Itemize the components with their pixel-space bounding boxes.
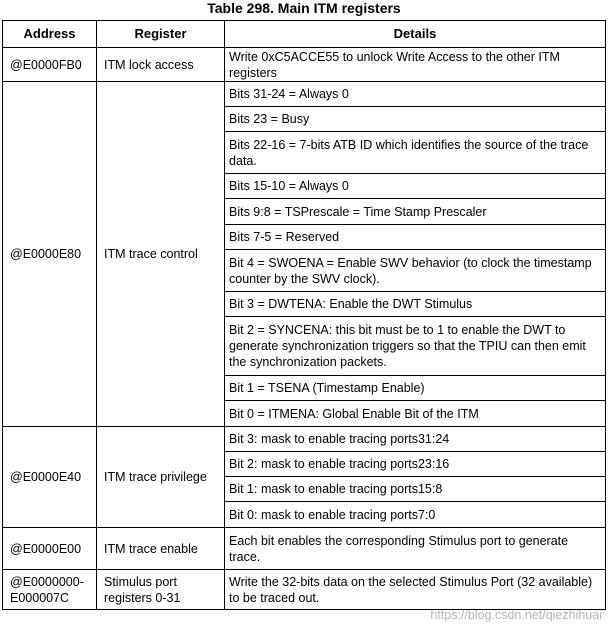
details-cell: Bit 4 = SWOENA = Enable SWV behavior (to clock the timestamp counter by the SWV clock). <box>225 250 606 292</box>
register-cell: ITM trace enable <box>97 528 225 570</box>
details-cell: Bits 15-10 = Always 0 <box>225 174 606 199</box>
details-cell: Bit 2 = SYNCENA: this bit must be to 1 to enable the DWT to generate synchronization triggers so that the TPIU can then emit the synchronization packets. <box>225 317 606 376</box>
table-row <box>3 48 606 82</box>
details-cell: Bit 0 = ITMENA: Global Enable Bit of the ITM <box>225 401 606 427</box>
details-cell: Bit 1 = TSENA (Timestamp Enable) <box>225 376 606 401</box>
table-row <box>3 427 606 452</box>
address-line: @E0000000- <box>10 574 84 589</box>
itm-registers-table <box>2 20 606 610</box>
details-cell: Bits 23 = Busy <box>225 107 606 132</box>
table-row <box>3 82 606 107</box>
address-cell: @E0000E00 <box>3 528 97 570</box>
register-cell <box>97 570 225 610</box>
register-line: registers 0-31 <box>104 590 181 605</box>
address-cell: @E0000FB0 <box>3 48 97 82</box>
address-cell <box>3 570 97 610</box>
table-row <box>3 528 606 570</box>
register-cell: ITM trace control <box>97 82 225 427</box>
watermark-text: https://blog.csdn.net/qiezhihuai <box>430 608 602 622</box>
details-cell: Bit 3 = DWTENA: Enable the DWT Stimulus <box>225 292 606 317</box>
details-cell: Write 0xC5ACCE55 to unlock Write Access to the other ITM registers <box>225 48 606 82</box>
header-address: Address <box>3 21 97 48</box>
details-cell: Bit 0: mask to enable tracing ports7:0 <box>225 502 606 528</box>
address-cell: @E0000E40 <box>3 427 97 528</box>
details-cell: Each bit enables the corresponding Stimulus port to generate trace. <box>225 528 606 570</box>
register-cell: ITM trace privilege <box>97 427 225 528</box>
table-row <box>3 570 606 610</box>
details-cell: Bits 9:8 = TSPrescale = Time Stamp Prescaler <box>225 199 606 225</box>
register-cell: ITM lock access <box>97 48 225 82</box>
header-row <box>3 21 606 48</box>
details-cell: Bit 2: mask to enable tracing ports23:16 <box>225 452 606 477</box>
details-cell: Bit 1: mask to enable tracing ports15:8 <box>225 477 606 502</box>
details-cell: Write the 32-bits data on the selected Stimulus Port (32 available) to be traced out. <box>225 570 606 610</box>
address-line: E000007C <box>10 590 70 605</box>
header-details: Details <box>225 21 606 48</box>
details-cell: Bits 22-16 = 7-bits ATB ID which identifies the source of the trace data. <box>225 132 606 174</box>
address-cell: @E0000E80 <box>3 82 97 427</box>
header-register: Register <box>97 21 225 48</box>
details-cell: Bits 7-5 = Reserved <box>225 225 606 250</box>
register-line: Stimulus port <box>104 574 177 589</box>
details-cell: Bits 31-24 = Always 0 <box>225 82 606 107</box>
table-caption: Table 298. Main ITM registers <box>207 0 401 16</box>
details-cell: Bit 3: mask to enable tracing ports31:24 <box>225 427 606 452</box>
